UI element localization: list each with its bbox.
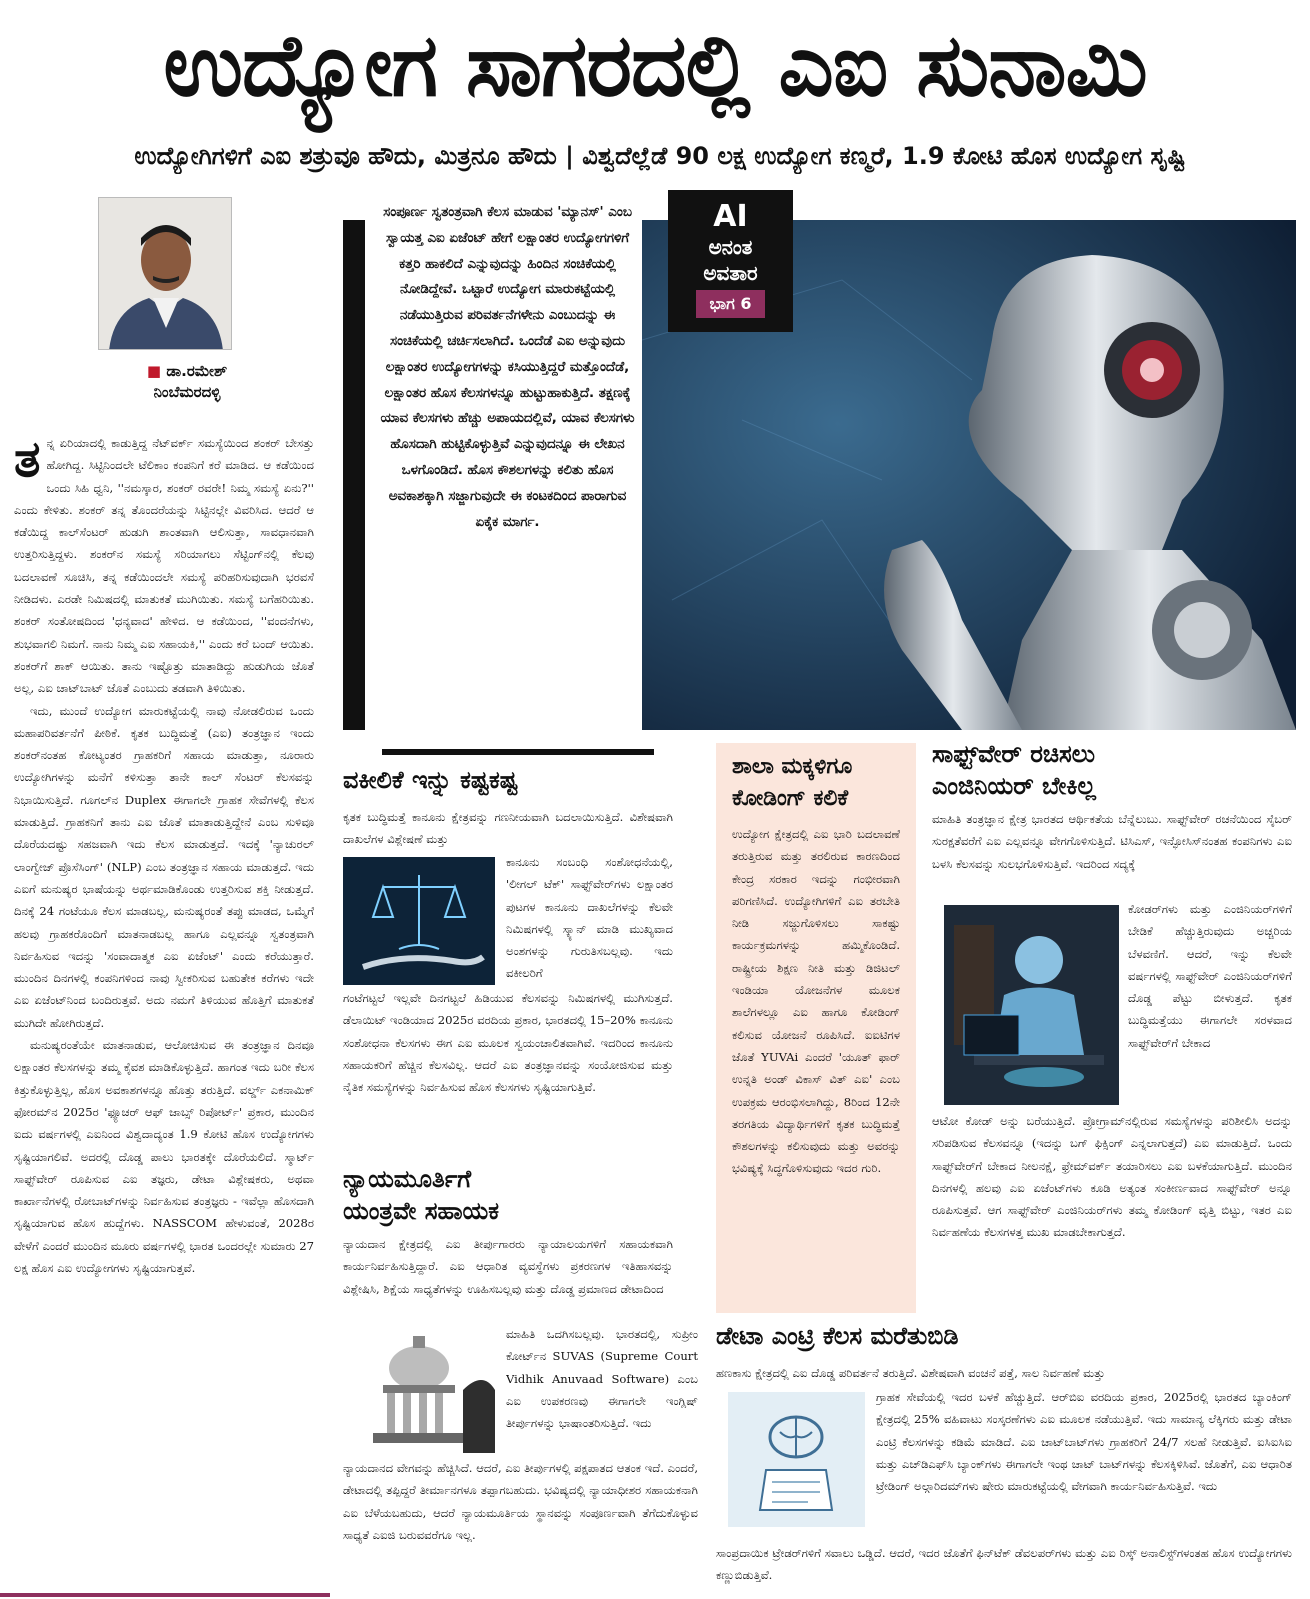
bottom-rule-left <box>0 1593 330 1597</box>
software-title <box>932 738 1292 802</box>
main-article <box>14 432 314 1582</box>
lawyer-text-top: ಕೃತಕ ಬುದ್ಧಿಮತ್ತೆ ಕಾನೂನು ಕ್ಷೇತ್ರವನ್ನು ಗಣನೀಯವಾಗಿ ಬದಲಾಯಿಸುತ್ತಿದೆ. ವಿಶೇಷವಾಗಿ ದಾಖಲೆಗಳ ವಿಶ್ಲೇಷಣೆ ಮತ್ತು <box>343 810 673 847</box>
judge-title <box>343 1163 673 1227</box>
judge-text-right: ಮಾಹಿತಿ ಒದಗಿಸಬಲ್ಲವು. ಭಾರತದಲ್ಲಿ, ಸುಪ್ರೀಂ ಕೋರ್ಟ್‌ನ SUVAS (Supreme Court Vidhik Anuvaad Software) ಎಂಬ ಎಐ ಉಪಕರಣವು ಈಗಾಗಲೇ ಇಂಗ್ಲಿಷ್ ತೀರ್ಪುಗಳನ್ನು ಭಾಷಾಂತರಿಸುತ್ತಿದೆ. ಇದು <box>506 1327 698 1431</box>
author-name-line1: ಡಾ.ರಮೇಶ್ <box>166 362 228 380</box>
main-paragraph-1: ತನ್ನ ಏರಿಯಾದಲ್ಲಿ ಕಾಡುತ್ತಿದ್ದ ನೆಟ್‌ವರ್ಕ್ ಸಮಸ್ಯೆಯಿಂದ ಶಂಕರ್ ಬೇಸತ್ತು ಹೋಗಿದ್ದ. ಸಿಟ್ಟಿನಿಂದಲೇ ಟೆಲಿಕಾಂ ಕಂಪನಿಗೆ ಕರೆ ಮಾಡಿದ. ಆ ಕಡೆಯಿಂದ ಒಂದು ಸಿಹಿ ಧ್ವನಿ, ''ನಮಸ್ಕಾರ, ಶಂಕರ್ ರವರೇ! ನಿಮ್ಮ ಸಮಸ್ಯೆ ಏನು?'' ಎಂದು ಕೇಳಿತು. ಶಂಕರ್ ತನ್ನ ತೊಂದರೆಯನ್ನು ಸಿಟ್ಟಿನಲ್ಲೇ ವಿವರಿಸಿದ. ಆದರೆ ಆ ಕಡೆಯಿದ್ದ ಕಾಲ್‌ಸೆಂಟರ್ ಹುಡುಗಿ ಶಾಂತವಾಗಿ ಆಲಿಸುತ್ತಾ, ಸಾವಧಾನವಾಗಿ ಉತ್ತರಿಸುತ್ತಿದ್ದಳು. ಶಂಕರ್‌ನ ಸಮಸ್ಯೆ ಸರಿಯಾಗಲು ಸೆಟ್ಟಿಂಗ್‌ನಲ್ಲಿ ಕೆಲವು ಬದಲಾವಣೆ ಸೂಚಿಸಿ, ತನ್ನ ಕಡೆಯಿಂದಲೇ ಸಮಸ್ಯೆ ಪರಿಹರಿಸುವುದಾಗಿ ಭರವಸೆ ನೀಡಿದಳು. ಎರಡೇ ನಿಮಿಷದಲ್ಲಿ ಮಾತುಕತೆ ಮುಗಿಯಿತು. ಸಮಸ್ಯೆ ಬಗೆಹರಿಯಿತು. ಶಂಕರ್ ಸಂತೋಷದಿಂದ 'ಧನ್ಯವಾದ' ಹೇಳಿದ. ಆ ಕಡೆಯಿಂದ, ''ವಂದನೆಗಳು, ಶುಭವಾಗಲಿ ನಿಮಗೆ. ನಾನು ನಿಮ್ಮ ಎಐ ಸಹಾಯಕಿ,'' ಎಂದು ಕರೆ ಬಂದ್ ಆಯಿತು. ಶಂಕರ್‌ಗೆ ಶಾಕ್ ಆಯಿತು. ತಾನು ಇಷ್ಟೊತ್ತು ಮಾತಾಡಿದ್ದು ಹುಡುಗಿಯ ಜೊತೆ ಅಲ್ಲ, ಎಐ ಚಾಟ್‌ಬಾಟ್ ಜೊತೆ ಎಂಬುದು ತಡವಾಗಿ ತಿಳಿಯಿತು. <box>14 432 314 696</box>
software-title-line1: ಸಾಫ್ಟ್‌ವೇರ್ ರಚಿಸಲು <box>932 740 1095 768</box>
intro-box-bar <box>343 220 365 730</box>
scales-of-justice-image <box>343 857 495 985</box>
lawyer-text-right: ಕಾನೂನು ಸಂಬಂಧಿ ಸಂಶೋಧನೆಯಲ್ಲಿ, 'ಲೀಗಲ್ ಟೆಕ್' ಸಾಫ್ಟ್‌ವೇರ್‌ಗಳು ಲಕ್ಷಾಂತರ ಪುಟಗಳ ಕಾನೂನು ದಾಖಲೆಗಳನ್ನು ಕೆಲವೇ ನಿಮಿಷಗಳಲ್ಲಿ ಸ್ಕ್ಯಾನ್ ಮಾಡಿ ಮುಖ್ಯವಾದ ಅಂಶಗಳನ್ನು ಗುರುತಿಸಬಲ್ಲವು. ಇದು ವಕೀಲರಿಗೆ <box>506 855 673 981</box>
badge-part: ಭಾಗ 6 <box>696 290 766 318</box>
series-badge <box>668 190 793 332</box>
judge-title-line2: ಯಂತ್ರವೇ ಸಹಾಯಕ <box>343 1197 500 1225</box>
ai-coder-image <box>944 905 1119 1105</box>
badge-ai: AI <box>713 199 748 234</box>
school-text: ಉದ್ಯೋಗ ಕ್ಷೇತ್ರದಲ್ಲಿ ಎಐ ಭಾರಿ ಬದಲಾವಣೆ ತರುತ್ತಿರುವ ಮತ್ತು ತರಲಿರುವ ಕಾರಣದಿಂದ ಕೇಂದ್ರ ಸರಕಾರ ಇದನ್ನು ಗಂಭೀರವಾಗಿ ಪರಿಗಣಿಸಿದೆ. ಉದ್ಯೋಗಿಗಳಿಗೆ ಎಐ ತರಬೇತಿ ನೀಡಿ ಸಜ್ಜುಗೊಳಿಸಲು ಸಾಕಷ್ಟು ಕಾರ್ಯಕ್ರಮಗಳನ್ನು ಹಮ್ಮಿಕೊಂಡಿದೆ. ರಾಷ್ಟ್ರೀಯ ಶಿಕ್ಷಣ ನೀತಿ ಮತ್ತು ಡಿಜಿಟಲ್ ಇಂಡಿಯಾ ಯೋಜನೆಗಳ ಮೂಲಕ ಶಾಲೆಗಳಲ್ಲೂ ಎಐ ಹಾಗೂ ಕೋಡಿಂಗ್ ಕಲಿಸುವ ಯೋಜನೆ ರೂಪಿಸಿದೆ. ಐಐಟಿಗಳ ಜೊತೆ YUVAi ಎಂದರೆ 'ಯೂತ್ ಫಾರ್ ಉನ್ನತಿ ಅಂಡ್ ವಿಕಾಸ್ ವಿತ್ ಎಐ' ಎಂಬ ಉಪಕ್ರಮ ಆರಂಭಿಸಲಾಗಿದ್ದು, 8ರಿಂದ 12ನೇ ತರಗತಿಯ ವಿದ್ಯಾರ್ಥಿಗಳಿಗೆ ಕೃತಕ ಬುದ್ಧಿಮತ್ತೆ ಕೌಶಲಗಳನ್ನು ಕಲಿಸುವುದು ಮತ್ತು ಅವರನ್ನು ಭವಿಷ್ಯಕ್ಕೆ ಸಿದ್ಧಗೊಳಿಸುವುದು ಇದರ ಗುರಿ. <box>732 827 900 1176</box>
intro-text: ಸಂಪೂರ್ಣ ಸ್ವತಂತ್ರವಾಗಿ ಕೆಲಸ ಮಾಡುವ 'ಮ್ಯಾನಸ್' ಎಂಬ ಸ್ವಾಯತ್ತ ಎಐ ಏಜೆಂಟ್ ಹೇಗೆ ಲಕ್ಷಾಂತರ ಉದ್ಯೋಗಗಳಿಗೆ ಕತ್ತರಿ ಹಾಕಲಿದೆ ಎನ್ನುವುದನ್ನು ಹಿಂದಿನ ಸಂಚಿಕೆಯಲ್ಲಿ ನೋಡಿದ್ದೇವೆ. ಒಟ್ಟಾರೆ ಉದ್ಯೋಗ ಮಾರುಕಟ್ಟೆಯಲ್ಲಿ ನಡೆಯುತ್ತಿರುವ ಪರಿವರ್ತನೆಗಳೇನು ಎಂಬುದನ್ನು ಈ ಸಂಚಿಕೆಯಲ್ಲಿ ಚರ್ಚಿಸಲಾಗಿದೆ. ಒಂದೆಡೆ ಎಐ ಅನ್ನುವುದು ಲಕ್ಷಾಂತರ ಉದ್ಯೋಗಗಳನ್ನು ಕಸಿಯುತ್ತಿದ್ದರೆ ಮತ್ತೊಂದೆಡೆ, ಲಕ್ಷಾಂತರ ಹೊಸ ಕೆಲಸಗಳನ್ನೂ ಹುಟ್ಟುಹಾಕುತ್ತಿದೆ. ತಕ್ಷಣಕ್ಕೆ ಯಾವ ಕೆಲಸಗಳು ಹೆಚ್ಚು ಅಪಾಯದಲ್ಲಿವೆ, ಯಾವ ಕೆಲಸಗಳು ಹೊಸದಾಗಿ ಹುಟ್ಟಿಕೊಳ್ಳುತ್ತಿವೆ ಎನ್ನುವುದನ್ನೂ ಈ ಲೇಖನ ಒಳಗೊಂಡಿದೆ. ಹೊಸ ಕೌಶಲಗಳನ್ನು ಕಲಿತು ಹೊಸ ಅವಕಾಶಕ್ಕಾಗಿ ಸಜ್ಜಾಗುವುದೇ ಈ ಕಂಟಕದಿಂದ ಪಾರಾಗುವ ಏಕೈಕ ಮಾರ್ಗ. <box>380 205 635 530</box>
dropcap: ತ <box>14 432 41 488</box>
author-photo <box>98 197 232 350</box>
software-text-bottom: ಆಟೋ ಕೋಡ್ ಅನ್ನು ಬರೆಯುತ್ತಿದೆ. ಪ್ರೋಗ್ರಾಮ್‌ನಲ್ಲಿರುವ ಸಮಸ್ಯೆಗಳನ್ನು ಪರಿಶೀಲಿಸಿ ಅದನ್ನು ಸರಿಪಡಿಸುವ ಕೆಲಸವನ್ನೂ (ಇದನ್ನು ಬಗ್ ಫಿಕ್ಸಿಂಗ್ ಎನ್ನಲಾಗುತ್ತದೆ) ಎಐ ಮಾಡುತ್ತಿದೆ. ಒಂದು ಸಾಫ್ಟ್‌ವೇರ್‌ಗೆ ಬೇಕಾದ ನೀಲನಕ್ಷೆ, ಫ್ರೇಮ್‌ವರ್ಕ್ ತಯಾರಿಸಲು ಎಐ ಬಳಕೆಯಾಗುತ್ತಿದೆ. ಮುಂದಿನ ದಿನಗಳಲ್ಲಿ ಹಲವು ಎಐ ಏಜೆಂಟ್‌ಗಳು ಕೂಡಿ ಅತ್ಯಂತ ಸಂಕೀರ್ಣವಾದ ಸಾಫ್ಟ್‌ವೇರ್ ಅನ್ನೂ ರೂಪಿಸುತ್ತವೆ. ಆಗ ಸಾಫ್ಟ್‌ವೇರ್ ಎಂಜಿನಿಯರ್‌ಗಳು ತಮ್ಮ ಕೋಡಿಂಗ್ ವೃತ್ತಿ ಬಿಟ್ಟು, ಇತರ ಎಐ ನಿರ್ವಹಣೆಯ ಕೆಲಸಗಳತ್ತ ಮುಖ ಮಾಡಬೇಕಾಗುತ್ತದೆ. <box>932 1114 1292 1240</box>
software-title-line2: ಎಂಜಿನಿಯರ್ ಬೇಕಿಲ್ಲ <box>932 772 1096 800</box>
data-entry-text-top: ಹಣಕಾಸು ಕ್ಷೇತ್ರದಲ್ಲಿ ಎಐ ದೊಡ್ಡ ಪರಿವರ್ತನೆ ತರುತ್ತಿದೆ. ವಿಶೇಷವಾಗಿ ವಂಚನೆ ಪತ್ತೆ, ಸಾಲ ನಿರ್ವಹಣೆ ಮತ್ತು <box>716 1366 1105 1380</box>
supreme-court-image <box>343 1330 495 1453</box>
ai-brain-document-image <box>728 1392 865 1527</box>
judge-text-bottom: ನ್ಯಾಯದಾನದ ವೇಗವನ್ನು ಹೆಚ್ಚಿಸಿದೆ. ಆದರೆ, ಎಐ ತೀರ್ಪುಗಳಲ್ಲಿ ಪಕ್ಷಪಾತದ ಆತಂಕ ಇದೆ. ಎಂದರೆ, ಡೇಟಾದಲ್ಲಿ ತಪ್ಪಿದ್ದರೆ ತೀರ್ಮಾನಗಳೂ ತಪ್ಪಾಗಬಹುದು. ಭವಿಷ್ಯದಲ್ಲಿ ನ್ಯಾಯಾಧೀಶರ ಸಹಾಯಕನಾಗಿ ಎಐ ಬೆಳೆಯಬಹುದು, ಆದರೆ ನ್ಯಾಯಮೂರ್ತಿಯ ಸ್ಥಾನವನ್ನು ಸಂಪೂರ್ಣವಾಗಿ ತೆಗೆದುಕೊಳ್ಳುವ ಸಾಧ್ಯತೆ ಎಐಜಿ ಬರುವವರೆಗೂ ಇಲ್ಲ. <box>343 1461 698 1542</box>
data-entry-text-right: ಗ್ರಾಹಕ ಸೇವೆಯಲ್ಲಿ ಇದರ ಬಳಕೆ ಹೆಚ್ಚುತ್ತಿದೆ. ಆರ್‌ಬಿಐ ವರದಿಯ ಪ್ರಕಾರ, 2025ರಲ್ಲಿ ಭಾರತದ ಬ್ಯಾಂಕಿಂಗ್ ಕ್ಷೇತ್ರದಲ್ಲಿ 25% ವಹಿವಾಟು ಸಂಸ್ಕರಣೆಗಳು ಎಐ ಮೂಲಕ ನಡೆಯುತ್ತಿವೆ. ಇದು ಸಾಮಾನ್ಯ ಲೆಕ್ಕಿಗರು ಮತ್ತು ಡೇಟಾ ಎಂಟ್ರಿ ಕೆಲಸಗಳನ್ನು ಕಡಿಮೆ ಮಾಡಿದೆ. ಎಐ ಚಾಟ್‌ಬಾಟ್‌ಗಳು ಗ್ರಾಹಕರಿಗೆ 24/7 ಸಲಹೆ ನೀಡುತ್ತಿವೆ. ಐಸಿಐಸಿಐ ಮತ್ತು ಎಚ್‌ಡಿಎಫ್‌ಸಿ ಬ್ಯಾಂಕ್‌ಗಳು ಈಗಾಗಲೇ ಇಂಥ ಚಾಟ್ ಬಾಟ್‌ಗಳನ್ನು ಕೆಲಸಕ್ಕಿಳಿಸಿವೆ. ಜೊತೆಗೆ, ಎಐ ಆಧಾರಿತ ಟ್ರೇಡಿಂಗ್ ಅಲ್ಗಾರಿದಮ್‌ಗಳು ಷೇರು ಮಾರುಕಟ್ಟೆಯಲ್ಲಿ ವೇಗವಾಗಿ ಕಾರ್ಯನಿರ್ವಹಿಸುತ್ತಿವೆ. ಇದು <box>876 1390 1292 1494</box>
main-paragraph-3: ಮನುಷ್ಯರಂತೆಯೇ ಮಾತನಾಡುವ, ಆಲೋಚಿಸುವ ಈ ತಂತ್ರಜ್ಞಾನ ದಿನವೂ ಲಕ್ಷಾಂತರ ಕೆಲಸಗಳನ್ನು ತಮ್ಮ ಕೈವಶ ಮಾಡಿಕೊಳ್ಳುತ್ತಿದೆ. ಹಾಗಂತ ಇದು ಬರೀ ಕೆಲಸ ಕಿತ್ತುಕೊಳ್ಳುತ್ತಿಲ್ಲ, ಹೊಸ ಅವಕಾಶಗಳನ್ನೂ ಹೊತ್ತು ತರುತ್ತಿದೆ. ವರ್ಲ್ಡ್ ಎಕನಾಮಿಕ್ ಫೋರಮ್‌ನ 2025ರ 'ಫ್ಯೂಚರ್ ಆಫ್ ಜಾಬ್ಸ್ ರಿಪೋರ್ಟ್' ಪ್ರಕಾರ, ಮುಂದಿನ ಐದು ವರ್ಷಗಳಲ್ಲಿ ಎಐನಿಂದ ವಿಶ್ವದಾದ್ಯಂತ 1.9 ಕೋಟಿ ಹೊಸ ಉದ್ಯೋಗಗಳು ಸೃಷ್ಟಿಯಾಗಲಿವೆ. ಅದರಲ್ಲಿ ದೊಡ್ಡ ಪಾಲು ಭಾರತಕ್ಕೇ ದೊರೆಯಲಿದೆ. ಸ್ಮಾರ್ಟ್ ಸಾಫ್ಟ್‌ವೇರ್ ರೂಪಿಸುವ ಎಐ ತಜ್ಞರು, ಡೇಟಾ ವಿಶ್ಲೇಷಕರು, ಅಥವಾ ಕಾರ್ಖಾನೆಗಳಲ್ಲಿ ರೋಬಾಟ್‌ಗಳನ್ನು ನಿರ್ವಹಿಸುವ ತಂತ್ರಜ್ಞರು - ಇವೆಲ್ಲಾ ಹೊಸದಾಗಿ ಸೃಷ್ಟಿಯಾಗುವ ಹೊಸ ಹುದ್ದೆಗಳು. NASSCOM ಹೇಳುವಂತೆ, 2028ರ ವೇಳೆಗೆ ಎಂದರೆ ಮುಂದಿನ ಮೂರು ವರ್ಷಗಳಲ್ಲಿ ಭಾರತ ಒಂದರಲ್ಲೇ ಸುಮಾರು 27 ಲಕ್ಷ ಹೊಸ ಎಐ ಉದ್ಯೋಗಗಳು ಸೃಷ್ಟಿಯಾಗುತ್ತವೆ. <box>14 1038 314 1275</box>
school-title-line1: ಶಾಲಾ ಮಕ್ಕಳಿಗೂ <box>732 754 853 779</box>
main-paragraph-2: ಇದು, ಮುಂದೆ ಉದ್ಯೋಗ ಮಾರುಕಟ್ಟೆಯಲ್ಲಿ ನಾವು ನೋಡಲಿರುವ ಒಂದು ಮಹಾಪರಿವರ್ತನೆಗೆ ಪೀಠಿಕೆ. ಕೃತಕ ಬುದ್ಧಿಮತ್ತೆ (ಎಐ) ತಂತ್ರಜ್ಞಾನ ಇಂದು ಶಂಕರ್‌ನಂತಹ ಕೋಟ್ಯಂತರ ಗ್ರಾಹಕರಿಗೆ ಸಹಾಯ ಮಾಡುತ್ತಾ, ನೂರಾರು ಉದ್ಯೋಗಿಗಳನ್ನು ಮನೆಗೆ ಕಳಿಸುತ್ತಾ ತಾನೇ ಕಾಲ್ ಸೆಂಟರ್ ಕೆಲಸವನ್ನು ನಿಭಾಯಿಸುತ್ತಿದೆ. ಗೂಗಲ್‌ನ Duplex ಈಗಾಗಲೇ ಗ್ರಾಹಕ ಸೇವೆಗಳಲ್ಲಿ ಕೆಲಸ ಮಾಡುತ್ತಿದೆ. ಗ್ರಾಹಕನಿಗೆ ತಾನು ಎಐ ಜೊತೆ ಮಾತಾಡುತ್ತಿದ್ದೇನೆ ಎಂಬ ಸುಳಿವೂ ದೊರೆಯದಷ್ಟು ಸಹಜವಾಗಿ ಇದು ಕೆಲಸ ಮಾಡುತ್ತದೆ. ಇದಕ್ಕೆ 'ನ್ಯಾಚುರಲ್ ಲಾಂಗ್ವೇಜ್ ಪ್ರೊಸೆಸಿಂಗ್' (NLP) ಎಂಬ ತಂತ್ರಜ್ಞಾನ ಸಹಾಯ ಮಾಡುತ್ತದೆ. ಇದು ಎಐಗೆ ಮನುಷ್ಯರ ಭಾಷೆಯನ್ನು ಅರ್ಥಮಾಡಿಕೊಂಡು ಉತ್ತರಿಸುವ ಶಕ್ತಿ ನೀಡುತ್ತದೆ. ದಿನಕ್ಕೆ 24 ಗಂಟೆಯೂ ಕೆಲಸ ಮಾಡಬಲ್ಲ, ಮನುಷ್ಯರಂತೆ ತಪ್ಪು ಮಾಡದ, ಒಮ್ಮೆಗೆ ಹಲವು ಗ್ರಾಹಕರೊಂದಿಗೆ ಮಾತನಾಡಬಲ್ಲ ಹಾಗೂ ಎಲ್ಲವನ್ನೂ ಸ್ವತಂತ್ರವಾಗಿ ನಿರ್ವಹಿಸುವ ಇದನ್ನು 'ಸಂವಾದಾತ್ಮಕ ಎಐ ಏಜೆಂಟ್' ಎಂದು ಕರೆಯುತ್ತಾರೆ. ಮುಂದಿನ ದಿನಗಳಲ್ಲಿ ಕಂಪನಿಗಳಿಂದ ನಾವು ಸ್ವೀಕರಿಸುವ ಬಹುತೇಕ ಕರೆಗಳು ಇದೇ ಎಐ ಏಜೆಂಟ್‌ನಿಂದ ಬಂದಿರುತ್ತವೆ. ಅದು ನಮಗೆ ತಿಳಿಯುವ ಹೊತ್ತಿಗೆ ಮಾತುಕತೆ ಮುಗಿದೇ ಹೋಗಿರುತ್ತದೆ. <box>14 703 314 1030</box>
lawyer-text-bottom: ಗಂಟೆಗಟ್ಟಲೆ ಇಲ್ಲವೇ ದಿನಗಟ್ಟಲೆ ಹಿಡಿಯುವ ಕೆಲಸವನ್ನು ನಿಮಿಷಗಳಲ್ಲಿ ಮುಗಿಸುತ್ತದೆ. ಡೆಲಾಯಿಟ್ ಇಂಡಿಯಾದ 2025ರ ವರದಿಯ ಪ್ರಕಾರ, ಭಾರತದಲ್ಲಿ 15–20% ಕಾನೂನು ಸಂಶೋಧನಾ ಕೆಲಸಗಳು ಈಗ ಎಐ ಮೂಲಕ ಸ್ವಯಂಚಾಲಿತವಾಗಿವೆ. ಇದರಿಂದ ಕಾನೂನು ಸಹಾಯಕರಿಗೆ ಹೆಚ್ಚಿನ ಕೆಲಸವಿಲ್ಲ. ಆದರೆ ಎಐ ತಂತ್ರಜ್ಞಾನವನ್ನು ಸಂಯೋಜಿಸುವ ಮತ್ತು ನೈತಿಕ ಸಮಸ್ಯೆಗಳನ್ನು ನಿರ್ವಹಿಸುವ ಹೊಸ ಕೆಲಸಗಳು ಸೃಷ್ಟಿಯಾಗುತ್ತಿವೆ. <box>343 991 673 1095</box>
lawyer-title: ವಕೀಲಿಕೆ ಇನ್ನು ಕಷ್ಟಕಷ್ಟ <box>343 766 518 794</box>
author-byline <box>112 361 262 403</box>
school-title-line2: ಕೋಡಿಂಗ್ ಕಲಿಕೆ <box>732 786 849 811</box>
subheadline: ಉದ್ಯೋಗಿಗಳಿಗೆ ಎಐ ಶತ್ರುವೂ ಹೌದು, ಮಿತ್ರನೂ ಹೌದು | ವಿಶ್ವದೆಲ್ಲೆಡೆ 90 ಲಕ್ಷ ಉದ್ಯೋಗ ಕಣ್ಮರೆ, 1.9 ಕೋಟಿ ಹೊಸ ಉದ್ಯೋಗ ಸೃಷ್ಟಿ <box>134 142 1186 170</box>
judge-text-top: ನ್ಯಾಯದಾನ ಕ್ಷೇತ್ರದಲ್ಲಿ ಎಐ ತೀರ್ಪುಗಾರರು ನ್ಯಾಯಾಲಯಗಳಿಗೆ ಸಹಾಯಕವಾಗಿ ಕಾರ್ಯನಿರ್ವಹಿಸುತ್ತಿದ್ದಾರೆ. ಎಐ ಆಧಾರಿತ ವ್ಯವಸ್ಥೆಗಳು ಪ್ರಕರಣಗಳ ಇತಿಹಾಸವನ್ನು ವಿಶ್ಲೇಷಿಸಿ, ಶಿಕ್ಷೆಯ ಸಾಧ್ಯತೆಗಳನ್ನು ಊಹಿಸಬಲ್ಲವು ಮತ್ತು ದೊಡ್ಡ ಪ್ರಮಾಣದ ಡೇಟಾದಿಂದ <box>343 1237 673 1296</box>
badge-line1: ಅನಂತ <box>708 235 753 259</box>
headline: ಉದ್ಯೋಗ ಸಾಗರದಲ್ಲಿ ಎಐ ಸುನಾಮಿ <box>163 16 1147 116</box>
byline-marker: ■ <box>146 362 167 380</box>
badge-line2: ಅವತಾರ <box>703 261 758 285</box>
data-entry-title: ಡೇಟಾ ಎಂಟ್ರಿ ಕೆಲಸ ಮರೆತುಬಿಡಿ <box>716 1322 959 1350</box>
software-text-top: ಮಾಹಿತಿ ತಂತ್ರಜ್ಞಾನ ಕ್ಷೇತ್ರ ಭಾರತದ ಆರ್ಥಿಕತೆಯ ಬೆನ್ನೆಲುಬು. ಸಾಫ್ಟ್‌ವೇರ್ ರಚನೆಯಿಂದ ಸೈಬರ್ ಸುರಕ್ಷತೆವರೆಗೆ ಎಐ ಎಲ್ಲವನ್ನೂ ವೇಗಗೊಳಿಸುತ್ತಿದೆ. ಟಿಸಿಎಸ್, ಇನ್ಫೋಸಿಸ್‌ನಂತಹ ಕಂಪನಿಗಳು ಎಐ ಬಳಸಿ ಕೆಲಸವನ್ನು ಸುಲಭಗೊಳಿಸುತ್ತಿವೆ. ಇದರಿಂದ ಸದ್ಯಕ್ಕೆ <box>932 812 1292 871</box>
author-name-line2: ನಿಂಬೆಮರದಳ್ಳಿ <box>153 383 221 401</box>
software-text-right: ಕೋಡರ್‌ಗಳು ಮತ್ತು ಎಂಜಿನಿಯರ್‌ಗಳಿಗೆ ಬೇಡಿಕೆ ಹೆಚ್ಚುತ್ತಿರುವುದು ಅಚ್ಚರಿಯ ಬೆಳವಣಿಗೆ. ಆದರೆ, ಇನ್ನು ಕೆಲವೇ ವರ್ಷಗಳಲ್ಲಿ ಸಾಫ್ಟ್‌ವೇರ್ ಎಂಜಿನಿಯರ್‌ಗಳಿಗೆ ದೊಡ್ಡ ಪೆಟ್ಟು ಬೀಳುತ್ತದೆ. ಕೃತಕ ಬುದ್ಧಿಮತ್ತೆಯು ಈಗಾಗಲೇ ಸರಳವಾದ ಸಾಫ್ಟ್‌ವೇರ್‌ಗೆ ಬೇಕಾದ <box>1128 902 1292 1050</box>
data-entry-text-bottom: ಸಾಂಪ್ರದಾಯಿಕ ಟ್ರೇಡರ್‌ಗಳಿಗೆ ಸವಾಲು ಒಡ್ಡಿದೆ. ಆದರೆ, ಇದರ ಜೊತೆಗೆ ಫಿನ್‌ಟೆಕ್ ಡೆವಲಪರ್‌ಗಳು ಮತ್ತು ಎಐ ರಿಸ್ಕ್ ಅನಾಲಿಸ್ಟ್‌ಗಳಂತಹ ಹೊಸ ಉದ್ಯೋಗಗಳು ಕಣ್ಣುಬಿಡುತ್ತಿವೆ. <box>716 1546 1292 1583</box>
judge-title-line1: ನ್ಯಾಯಮೂರ್ತಿಗೆ <box>343 1165 472 1193</box>
intro-divider <box>382 749 654 755</box>
school-box <box>716 743 916 1313</box>
intro-box <box>380 200 635 745</box>
